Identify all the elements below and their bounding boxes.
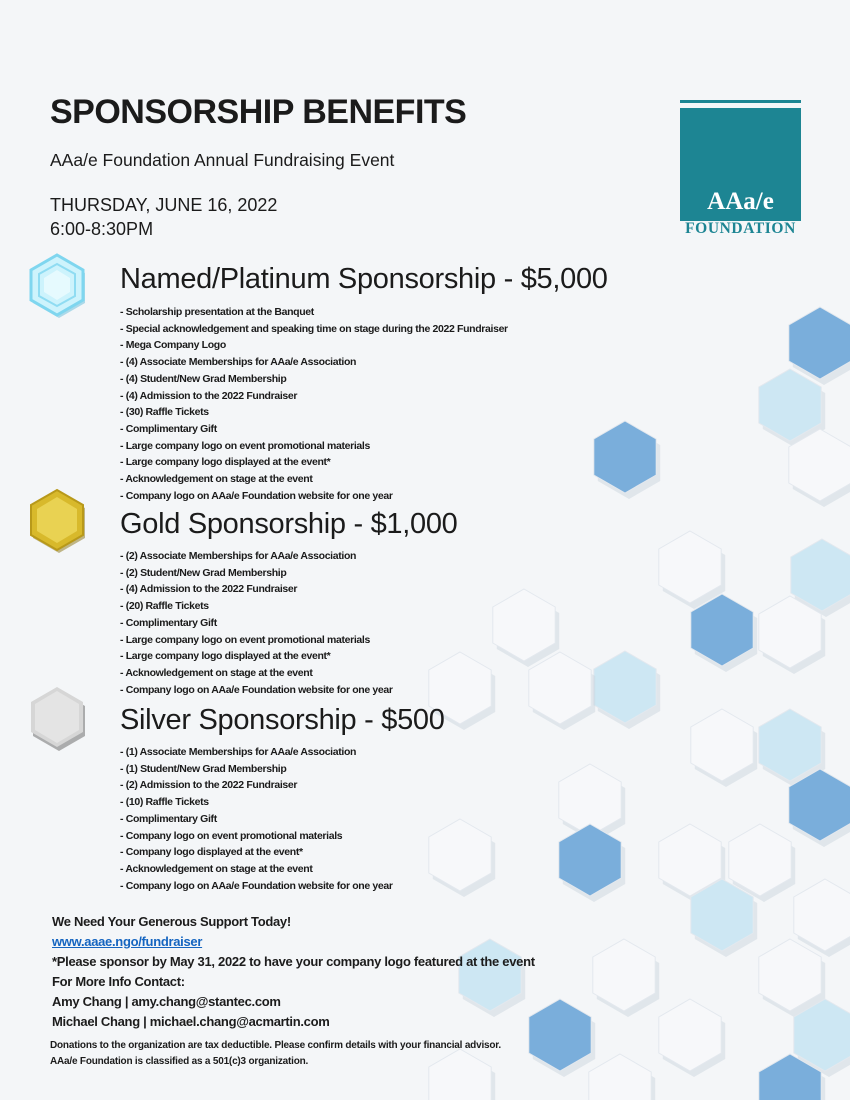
list-item: - (4) Associate Memberships for AAa/e Association	[120, 356, 357, 369]
platinum-benefits-list	[120, 304, 508, 504]
list-item: - Company logo on AAa/e Foundation website for one year	[120, 489, 393, 502]
gold-hexagon-icon	[22, 485, 92, 555]
page-title: SPONSORSHIP BENEFITS	[50, 93, 467, 131]
logo-top-bar	[680, 100, 801, 103]
tax-deductible-note: Donations to the organization are tax deductible. Please confirm details with your financial advisor.	[50, 1040, 502, 1051]
platinum-tier-title: Named/Platinum Sponsorship - $5,000	[120, 263, 608, 295]
list-item: - (2) Student/New Grad Membership	[120, 566, 287, 579]
gold-benefits-list	[120, 548, 393, 698]
list-item: - Large company logo on event promotional materials	[120, 633, 370, 646]
list-item: - Company logo on event promotional materials	[120, 829, 343, 842]
tax-disclaimer	[50, 1038, 501, 1070]
event-time: 6:00-8:30PM	[50, 219, 154, 239]
list-item: - Complimentary Gift	[120, 812, 217, 825]
silver-tier-title: Silver Sponsorship - $500	[120, 704, 445, 736]
list-item: - (1) Student/New Grad Membership	[120, 762, 287, 775]
list-item: - (4) Admission to the 2022 Fundraiser	[120, 583, 298, 596]
foundation-logo	[680, 100, 801, 238]
contact-michael: Michael Chang | michael.chang@acmartin.com	[52, 1014, 330, 1029]
event-subtitle: AAa/e Foundation Annual Fundraising Event	[50, 150, 395, 170]
list-item: - Large company logo on event promotional materials	[120, 439, 370, 452]
footer-section	[52, 912, 535, 1032]
list-item: - (2) Associate Memberships for AAa/e Association	[120, 550, 357, 562]
contact-amy: Amy Chang | amy.chang@stantec.com	[52, 994, 281, 1009]
list-item: - Company logo displayed at the event*	[120, 846, 303, 859]
list-item: - Large company logo displayed at the event*	[120, 650, 331, 663]
list-item: - Company logo on AAa/e Foundation website for one year	[120, 683, 393, 696]
platinum-hexagon-icon	[22, 250, 92, 320]
list-item: - (10) Raffle Tickets	[120, 796, 209, 809]
silver-benefits-list	[120, 744, 393, 894]
list-item: - Mega Company Logo	[120, 339, 226, 352]
list-item: - (2) Admission to the 2022 Fundraiser	[120, 779, 298, 792]
nonprofit-classification-note: AAa/e Foundation is classified as a 501(c)3 organization.	[50, 1056, 309, 1067]
list-item: - Complimentary Gift	[120, 422, 217, 435]
list-item: - (4) Admission to the 2022 Fundraiser	[120, 389, 298, 402]
deadline-note: *Please sponsor by May 31, 2022 to have your company logo featured at the event	[52, 954, 535, 969]
list-item: - (30) Raffle Tickets	[120, 406, 209, 419]
list-item: - (4) Student/New Grad Membership	[120, 372, 287, 385]
event-datetime	[50, 193, 277, 241]
background-hexagon	[589, 1054, 651, 1100]
list-item: - Acknowledgement on stage at the event	[120, 862, 313, 875]
list-item: - Large company logo displayed at the event*	[120, 456, 331, 469]
list-item: - Scholarship presentation at the Banquet	[120, 306, 314, 318]
logo-foundation-text: FOUNDATION	[685, 220, 796, 237]
list-item: - Company logo on AAa/e Foundation website for one year	[120, 879, 393, 892]
list-item: - Special acknowledgement and speaking time on stage during the 2022 Fundraiser	[120, 322, 508, 335]
gold-tier-title: Gold Sponsorship - $1,000	[120, 508, 458, 540]
event-date: THURSDAY, JUNE 16, 2022	[50, 195, 278, 215]
list-item: - (1) Associate Memberships for AAa/e Association	[120, 746, 357, 758]
fundraiser-link[interactable]: www.aaae.ngo/fundraiser	[52, 934, 203, 949]
list-item: - (20) Raffle Tickets	[120, 600, 209, 613]
silver-hexagon-icon	[22, 682, 92, 752]
logo-text: AAa/e	[707, 188, 774, 215]
list-item: - Acknowledgement on stage at the event	[120, 473, 313, 486]
list-item: - Complimentary Gift	[120, 616, 217, 629]
support-heading: We Need Your Generous Support Today!	[52, 914, 291, 929]
list-item: - Acknowledgement on stage at the event	[120, 666, 313, 679]
contact-heading: For More Info Contact:	[52, 974, 185, 989]
